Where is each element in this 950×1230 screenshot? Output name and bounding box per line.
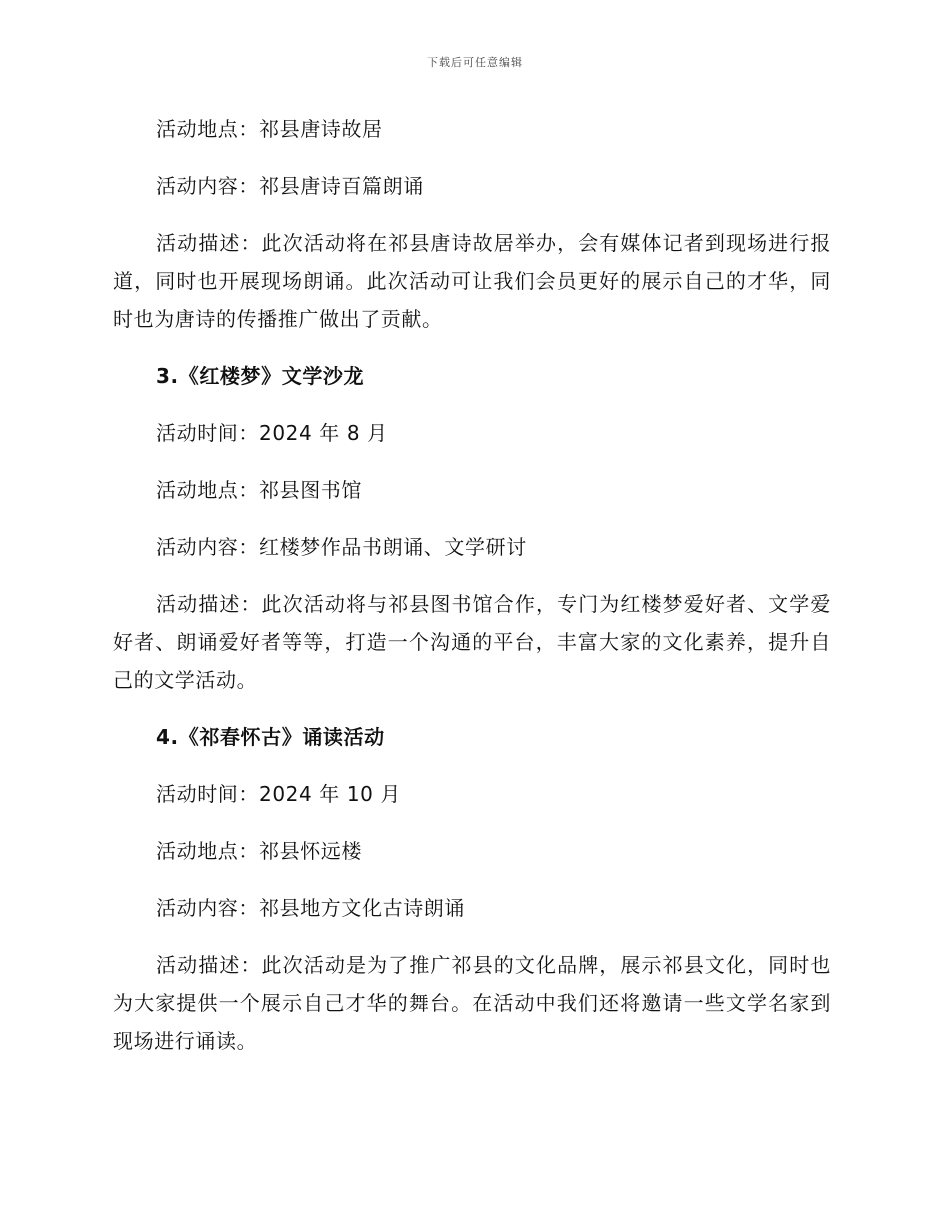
section-heading: 3.《红楼梦》文学沙龙 xyxy=(156,364,365,388)
activity-content: 活动内容：红楼梦作品书朗诵、文学研讨 xyxy=(156,535,527,559)
activity-description: 活动描述：此次活动将在祁县唐诗故居举办，会有媒体记者到现场进行报道，同时也开展现场朗诵。此次活动可让我们会员更好的展示自己的才华，同时也为唐诗的传播推广做出了贡献。 xyxy=(113,231,831,331)
activity-location: 活动地点：祁县唐诗故居 xyxy=(156,117,383,141)
activity-content: 活动内容：祁县地方文化古诗朗诵 xyxy=(156,896,465,920)
activity-location: 活动地点：祁县图书馆 xyxy=(156,478,362,502)
activity-description: 活动描述：此次活动将与祁县图书馆合作，专门为红楼梦爱好者、文学爱好者、朗诵爱好者等等，打造一个沟通的平台，丰富大家的文化素养，提升自己的文学活动。 xyxy=(113,592,831,692)
activity-time: 活动时间：2024 年 8 月 xyxy=(156,421,388,445)
activity-location: 活动地点：祁县怀远楼 xyxy=(156,839,362,863)
activity-time: 活动时间：2024 年 10 月 xyxy=(156,782,402,806)
document-body xyxy=(113,110,831,1079)
page-header: 下载后可任意编辑 xyxy=(427,56,523,69)
activity-description: 活动描述：此次活动是为了推广祁县的文化品牌，展示祁县文化，同时也为大家提供一个展示自己才华的舞台。在活动中我们还将邀请一些文学名家到现场进行诵读。 xyxy=(113,953,831,1053)
section-heading: 4.《祁春怀古》诵读活动 xyxy=(156,725,385,749)
activity-content: 活动内容：祁县唐诗百篇朗诵 xyxy=(156,174,424,198)
